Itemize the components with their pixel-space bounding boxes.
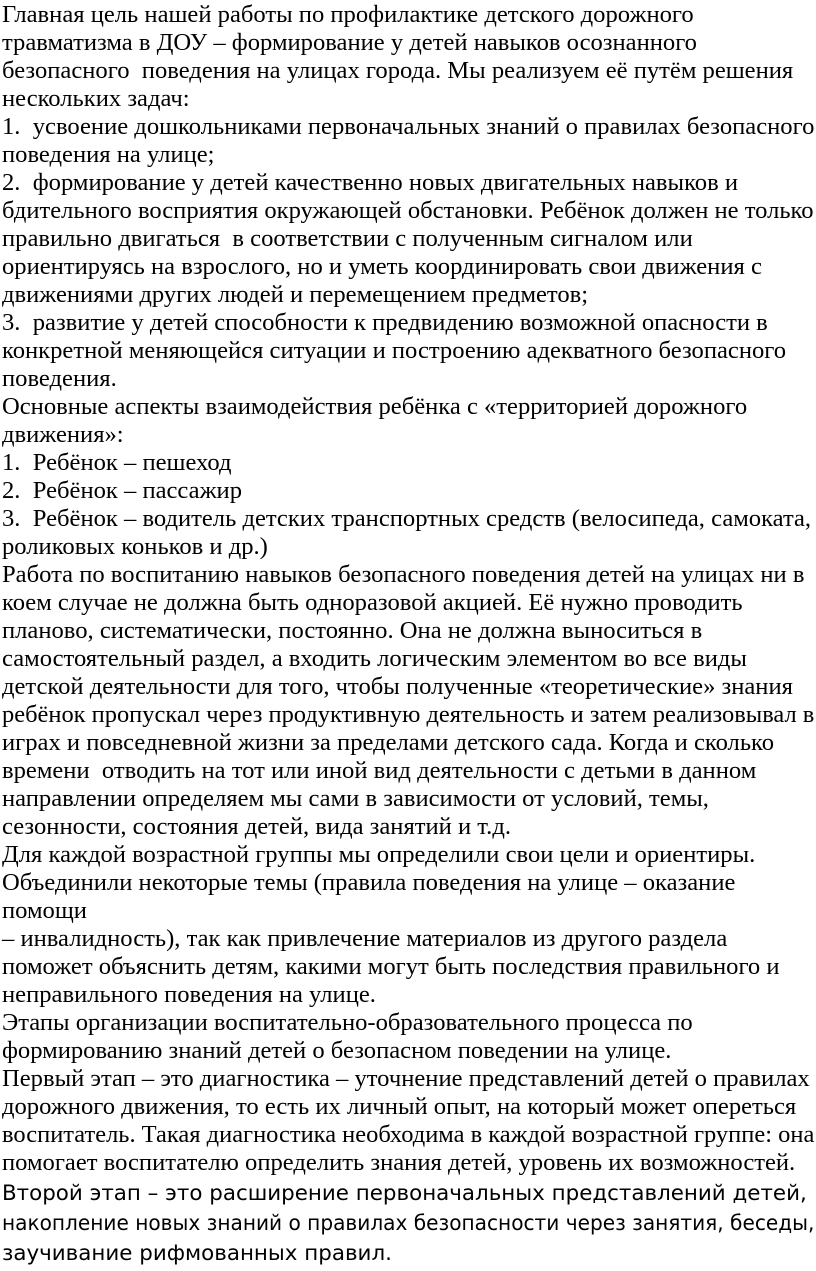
text-line: 2. формирование у детей качественно новых двигательных навыков и xyxy=(2,169,738,196)
text-line: поведения. xyxy=(2,365,117,392)
text-line: направлении определяем мы сами в зависимости от условий, темы, xyxy=(2,785,709,812)
text-line: самостоятельный раздел, а входить логическим элементом во все виды xyxy=(2,645,747,672)
text-line: 1. Ребёнок – пешеход xyxy=(2,449,232,476)
text-line: 3. Ребёнок – водитель детских транспортных средств (велосипеда, самоката, xyxy=(2,505,812,532)
text-line: помощи xyxy=(2,897,87,924)
text-line: формированию знаний детей о безопасном поведении на улице. xyxy=(2,1037,672,1064)
text-line: безопасного поведения на улицах города. Мы реализуем её путём решения xyxy=(2,57,794,84)
text-line: Для каждой возрастной группы мы определили свои цели и ориентиры. xyxy=(2,841,756,868)
text-line: времени отводить на тот или иной вид деятельности с детьми в данном xyxy=(2,757,757,784)
text-line: поведения на улице; xyxy=(2,141,215,168)
text-line: роликовых коньков и др.) xyxy=(2,533,268,560)
text-line: накопление новых знаний о правилах безопасности через занятия, беседы, xyxy=(2,1211,815,1236)
text-line: поможет объяснить детям, какими могут быть последствия правильного и xyxy=(2,953,780,980)
text-line: помогает воспитателю определить знания детей, уровень их возможностей. xyxy=(2,1149,796,1176)
text-line: Объединили некоторые темы (правила поведения на улице – оказание xyxy=(2,869,736,896)
text-line: планово, систематически, постоянно. Она не должна выноситься в xyxy=(2,617,703,644)
text-line: – инвалидность), так как привлечение материалов из другого раздела xyxy=(2,925,728,952)
text-line: конкретной меняющейся ситуации и построению адекватного безопасного xyxy=(2,337,787,364)
text-line: дорожного движения, то есть их личный опыт, на который может опереться xyxy=(2,1093,797,1120)
text-line: Работа по воспитанию навыков безопасного поведения детей на улицах ни в xyxy=(2,561,805,588)
text-line: движениями других людей и перемещением предметов; xyxy=(2,281,589,308)
text-line: Первый этап – это диагностика – уточнение представлений детей о правилах xyxy=(2,1065,810,1092)
text-line: ориентируясь на взрослого, но и уметь координировать свои движения с xyxy=(2,253,762,280)
text-line: сезонности, состояния детей, вида занятий и т.д. xyxy=(2,813,511,840)
text-line: коем случае не должна быть одноразовой акцией. Её нужно проводить xyxy=(2,589,743,616)
text-line: 3. развитие у детей способности к предвидению возможной опасности в xyxy=(2,309,768,336)
text-line: Этапы организации воспитательно-образовательного процесса по xyxy=(2,1009,693,1036)
text-line: движения»: xyxy=(2,421,124,448)
text-line: правильно двигаться в соответствии с полученным сигналом или xyxy=(2,225,693,252)
text-line: воспитатель. Такая диагностика необходима в каждой возрастной группе: она xyxy=(2,1121,815,1148)
text-line: Второй этап – это расширение первоначальных представлений детей, xyxy=(2,1181,807,1206)
text-line: 1. усвоение дошкольниками первоначальных знаний о правилах безопасного xyxy=(2,113,815,140)
text-line: ребёнок пропускал через продуктивную деятельность и затем реализовывал в xyxy=(2,701,815,728)
text-line: детской деятельности для того, чтобы полученные «теоретические» знания xyxy=(2,673,793,700)
text-line: играх и повседневной жизни за пределами детского сада. Когда и сколько xyxy=(2,729,775,756)
text-line: Основные аспекты взаимодействия ребёнка с «территорией дорожного xyxy=(2,393,748,420)
text-line: заучивание рифмованных правил. xyxy=(2,1241,392,1266)
text-line: травматизма в ДОУ – формирование у детей навыков осознанного xyxy=(2,29,697,56)
text-line: Главная цель нашей работы по профилактике детского дорожного xyxy=(2,1,694,28)
text-line: неправильного поведения на улице. xyxy=(2,981,376,1008)
text-line: бдительного восприятия окружающей обстановки. Ребёнок должен не только xyxy=(2,197,814,224)
text-line: нескольких задач: xyxy=(2,85,190,112)
text-line: 2. Ребёнок – пассажир xyxy=(2,477,243,504)
